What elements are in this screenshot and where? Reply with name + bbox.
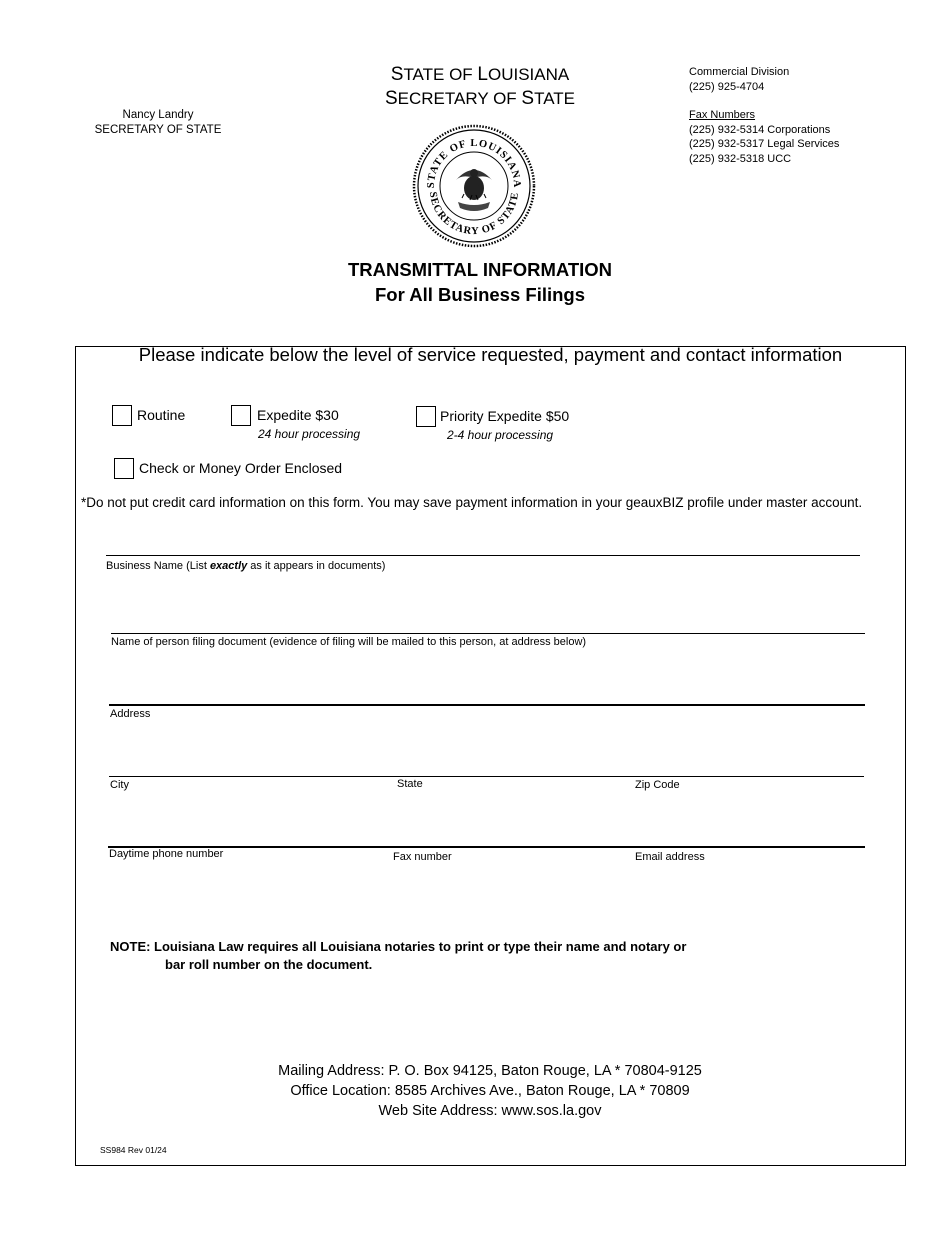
service-instruction: Please indicate below the level of service requested, payment and contact information [138,344,843,365]
priority-expedite-label: Priority Expedite $50 [440,408,570,424]
fax-corporations: (225) 932-5314 Corporations [689,123,831,136]
email-label: Email address [635,851,705,863]
notary-note [110,938,686,974]
office-addresses [180,1061,800,1121]
notary-note-line1: NOTE: Louisiana Law requires all Louisiana notaries to print or type their name and notary or [110,939,687,954]
filer-name-label: Name of person filing document (evidence of filing will be mailed to this person, at address below) [111,636,587,648]
state-seal-icon [412,124,536,248]
expedite-label: Expedite $30 [257,407,339,423]
priority-expedite-checkbox[interactable] [416,406,436,427]
city-state-zip-line[interactable] [109,776,864,777]
form-revision-id: SS984 Rev 01/24 [100,1145,167,1155]
filer-name-line[interactable] [111,633,865,634]
svg-text:SECRETARY OF STATE: SECRETARY OF STATE [426,191,522,238]
expedite-checkbox[interactable] [231,405,251,426]
fax-ucc: (225) 932-5318 UCC [689,152,792,165]
office-line: SECRETARY OF STATE [384,88,576,109]
fax-label: Fax number [393,851,452,863]
payment-checkbox[interactable] [114,458,134,479]
city-label: City [110,779,129,791]
credit-card-disclaimer: *Do not put credit card information on this form. You may save payment information in your geauxBIZ profile under master account. [81,495,863,510]
svg-text:STATE OF LOUISIANA: STATE OF LOUISIANA [425,137,523,189]
address-label: Address [110,708,151,720]
state-line: STATE OF LOUISIANA [390,64,570,85]
agency-heading [330,63,630,111]
official-name: Nancy Landry [122,109,194,121]
address-line[interactable] [109,704,865,706]
routine-checkbox[interactable] [112,405,132,426]
business-name-label: Business Name (List exactly as it appears in documents) [106,560,386,572]
form-title-line2: For All Business Filings [374,284,586,305]
fax-legal-services: (225) 932-5317 Legal Services [689,138,840,150]
form-title-line1: TRANSMITTAL INFORMATION [347,259,613,280]
fax-heading: Fax Numbers [689,109,756,121]
priority-expedite-subtext: 2-4 hour processing [447,428,554,442]
phone-label: Daytime phone number [109,848,224,860]
state-label: State [397,778,423,790]
zip-code-label: Zip Code [635,779,680,791]
division-phone: (225) 925-4704 [689,80,765,93]
mailing-address: Mailing Address: P. O. Box 94125, Baton Rouge, LA * 70804-9125 [278,1063,702,1079]
notary-note-line2: bar roll number on the document. [165,957,373,972]
division-name: Commercial Division [689,66,790,78]
secretary-signature-block [58,108,258,138]
routine-label: Routine [137,407,186,423]
business-name-line[interactable] [106,555,860,556]
payment-label: Check or Money Order Enclosed [139,460,343,476]
office-location: Office Location: 8585 Archives Ave., Baton Rouge, LA * 70809 [290,1083,690,1099]
website-address: Web Site Address: www.sos.la.gov [378,1103,602,1119]
contact-info [689,65,839,166]
official-title: SECRETARY OF STATE [94,124,222,136]
form-title [230,257,730,307]
expedite-subtext: 24 hour processing [258,427,361,441]
